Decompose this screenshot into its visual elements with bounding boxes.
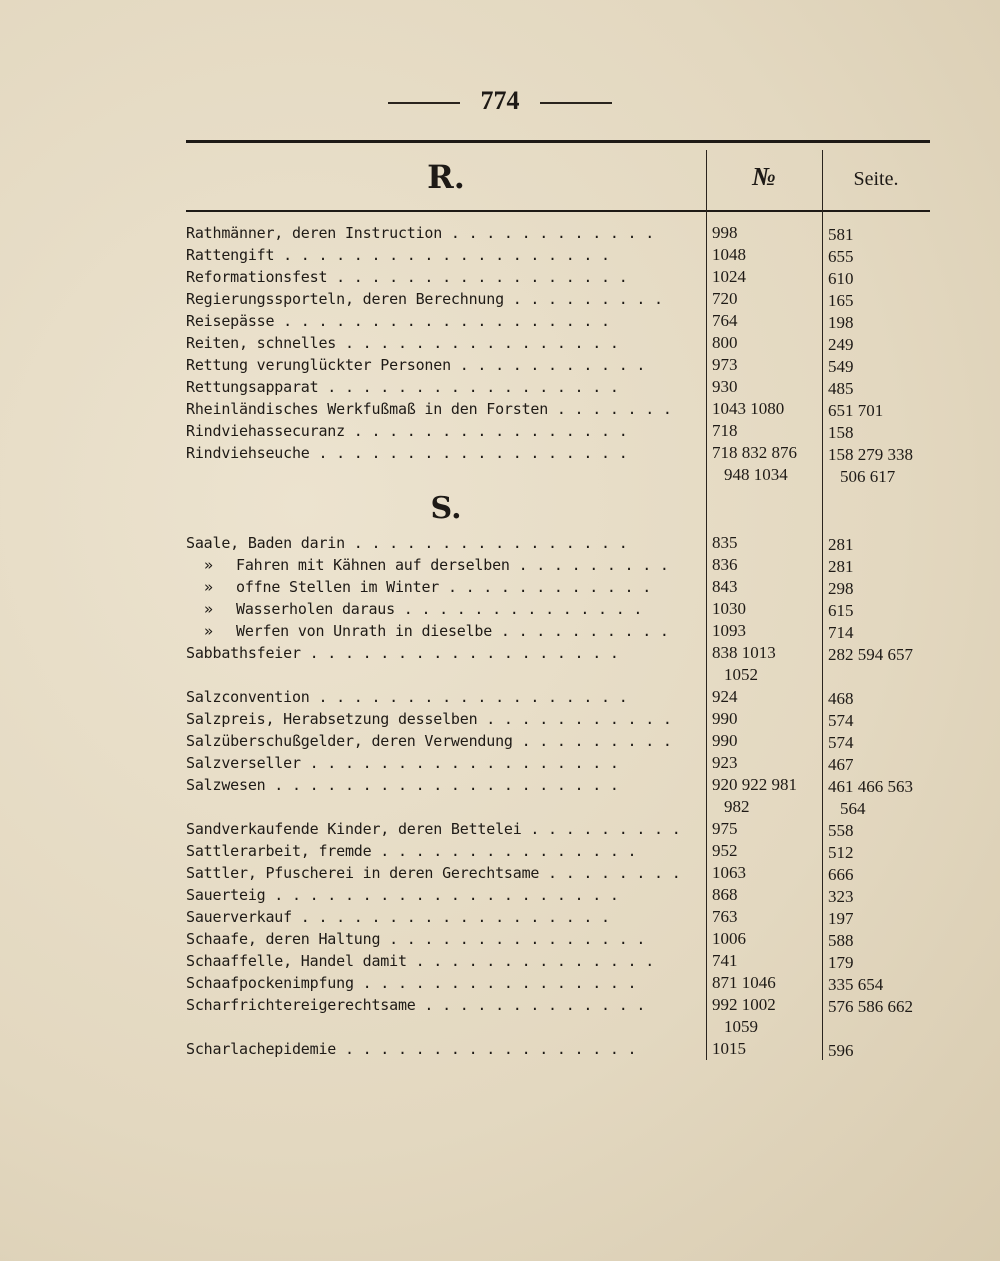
- entry-pages: [828, 290, 946, 312]
- entry-term: [186, 1038, 700, 1060]
- entry-number-line: 1030: [712, 599, 746, 618]
- entry-numbers: [712, 906, 822, 928]
- entry-pages: [828, 378, 946, 400]
- entry-term-text: Salzpreis, Herabsetzung desselben . . . . . . . . . . .: [186, 710, 672, 728]
- entry-term: [186, 620, 700, 642]
- entry-number-line: 998: [712, 223, 738, 242]
- entry-number-line: 923: [712, 753, 738, 772]
- index-entry: [186, 840, 946, 862]
- entry-numbers: [712, 222, 822, 244]
- entry-page-line: 655: [828, 247, 854, 266]
- table-header: [186, 150, 930, 208]
- entry-number-line: 948 1034: [724, 465, 788, 484]
- entry-term-text: Rindviehassecuranz . . . . . . . . . . . . . . . .: [186, 422, 628, 440]
- entry-number-line: 718: [712, 421, 738, 440]
- entry-number-line: 1048: [712, 245, 746, 264]
- index-entry: [186, 266, 946, 288]
- entry-term: [186, 840, 700, 862]
- entry-numbers: [712, 862, 822, 884]
- entry-term: [186, 442, 700, 464]
- entry-term: [186, 818, 700, 840]
- entry-number-line: 764: [712, 311, 738, 330]
- entry-term: [186, 310, 700, 332]
- entry-page-line: 298: [828, 579, 854, 598]
- entry-term-text: Regierungssporteln, deren Berechnung . . . . . . . . .: [186, 290, 663, 308]
- entry-term-text: Werfen von Unrath in dieselbe . . . . . . . . . .: [236, 622, 669, 640]
- entry-numbers: [712, 642, 822, 686]
- entry-term: [186, 266, 700, 288]
- entry-term-text: Sattlerarbeit, fremde . . . . . . . . . . . . . . .: [186, 842, 637, 860]
- entry-term-text: Schaafpockenimpfung . . . . . . . . . . . . . . . .: [186, 974, 637, 992]
- entry-term-text: Rheinländisches Werkfußmaß in den Forsten . . . . . . .: [186, 400, 672, 418]
- entry-number-line: 718 832 876: [712, 443, 797, 462]
- entry-term: [186, 222, 700, 244]
- entry-page-line: 468: [828, 689, 854, 708]
- entry-number-line: 720: [712, 289, 738, 308]
- entry-term: [186, 950, 700, 972]
- entry-numbers: [712, 730, 822, 752]
- entry-term-text: Schaaffelle, Handel damit . . . . . . . . . . . . . .: [186, 952, 655, 970]
- number-column-heading: №: [752, 162, 776, 191]
- entry-term: [186, 972, 700, 994]
- entry-pages: [828, 974, 946, 996]
- entry-term: [186, 730, 700, 752]
- entry-page-line: 564: [840, 799, 866, 818]
- index-entry: [186, 818, 946, 840]
- entry-numbers: [712, 288, 822, 310]
- entry-number-line: 920 922 981: [712, 775, 797, 794]
- entry-page-line: 506 617: [840, 467, 896, 486]
- index-entries: [186, 222, 946, 1060]
- entry-page-line: 179: [828, 953, 854, 972]
- entry-numbers: [712, 442, 822, 486]
- entry-pages: [828, 534, 946, 556]
- entry-page-line: 574: [828, 711, 854, 730]
- entry-page-line: 581: [828, 225, 854, 244]
- index-entry: [186, 928, 946, 950]
- entry-page-line: 249: [828, 335, 854, 354]
- ditto-mark: »: [204, 578, 213, 596]
- entry-term-text: Reisepässe . . . . . . . . . . . . . . . . . . .: [186, 312, 610, 330]
- index-entry: [186, 994, 946, 1038]
- entry-pages: [828, 644, 946, 666]
- entry-page-line: 615: [828, 601, 854, 620]
- entry-term-text: Sauerverkauf . . . . . . . . . . . . . . . . . .: [186, 908, 610, 926]
- entry-term-text: Rindviehseuche . . . . . . . . . . . . . . . . . .: [186, 444, 628, 462]
- entry-number-line: 952: [712, 841, 738, 860]
- entry-number-line: 1024: [712, 267, 746, 286]
- index-entry: [186, 752, 946, 774]
- entry-numbers: [712, 244, 822, 266]
- entry-page-line: 714: [828, 623, 854, 642]
- entry-term: [186, 332, 700, 354]
- index-entry: [186, 332, 946, 354]
- entry-term: [186, 554, 700, 576]
- entry-number-line: 990: [712, 731, 738, 750]
- entry-page-line: 197: [828, 909, 854, 928]
- index-entry: [186, 244, 946, 266]
- entry-pages: [828, 312, 946, 334]
- entry-pages: [828, 356, 946, 378]
- entry-term: [186, 244, 700, 266]
- ditto-mark: »: [204, 556, 213, 574]
- entry-term: [186, 928, 700, 950]
- entry-numbers: [712, 840, 822, 862]
- entry-page-line: 467: [828, 755, 854, 774]
- entry-numbers: [712, 774, 822, 818]
- entry-term-text: Sattler, Pfuscherei in deren Gerechtsame . . . . . . . .: [186, 864, 681, 882]
- entry-number-line: 990: [712, 709, 738, 728]
- entry-term-text: Wasserholen daraus . . . . . . . . . . . . . .: [236, 600, 643, 618]
- entry-term: [186, 686, 700, 708]
- entry-pages: [828, 688, 946, 710]
- entry-term-text: Scharfrichtereigerechtsame . . . . . . . . . . . . .: [186, 996, 646, 1014]
- entry-page-line: 610: [828, 269, 854, 288]
- entry-pages: [828, 422, 946, 444]
- entry-page-line: 323: [828, 887, 854, 906]
- entry-number-line: 843: [712, 577, 738, 596]
- entry-pages: [828, 556, 946, 578]
- entry-number-line: 930: [712, 377, 738, 396]
- entry-number-line: 868: [712, 885, 738, 904]
- entry-pages: [828, 754, 946, 776]
- entry-numbers: [712, 884, 822, 906]
- entry-term-text: Salzconvention . . . . . . . . . . . . . . . . . .: [186, 688, 628, 706]
- top-rule: [186, 140, 930, 143]
- entry-page-line: 588: [828, 931, 854, 950]
- entry-page-line: 651 701: [828, 401, 884, 420]
- entry-page-line: 558: [828, 821, 854, 840]
- entry-term-text: Saale, Baden darin . . . . . . . . . . . . . . . .: [186, 534, 628, 552]
- entry-number-line: 1063: [712, 863, 746, 882]
- entry-numbers: [712, 576, 822, 598]
- entry-page-line: 666: [828, 865, 854, 884]
- entry-term-text: Rettungsapparat . . . . . . . . . . . . . . . . .: [186, 378, 619, 396]
- entry-numbers: [712, 266, 822, 288]
- index-entry: [186, 598, 946, 620]
- entry-numbers: [712, 376, 822, 398]
- entry-term-text: offne Stellen im Winter . . . . . . . . . . . .: [236, 578, 652, 596]
- entry-term: [186, 884, 700, 906]
- entry-number-line: 1052: [724, 665, 758, 684]
- entry-term-text: Salzüberschußgelder, deren Verwendung . . . . . . . . .: [186, 732, 672, 750]
- entry-pages: [828, 268, 946, 290]
- entry-number-line: 741: [712, 951, 738, 970]
- entry-term: [186, 862, 700, 884]
- entry-pages: [828, 710, 946, 732]
- page-number: 774: [480, 86, 520, 115]
- entry-numbers: [712, 1038, 822, 1060]
- entry-page-line: 281: [828, 535, 854, 554]
- entry-numbers: [712, 620, 822, 642]
- index-entry: [186, 222, 946, 244]
- index-entry: [186, 972, 946, 994]
- entry-term: [186, 398, 700, 420]
- index-entry: [186, 442, 946, 486]
- entry-term: [186, 376, 700, 398]
- entry-page-line: 335 654: [828, 975, 884, 994]
- entry-pages: [828, 1040, 946, 1062]
- entry-number-line: 871 1046: [712, 973, 776, 992]
- entry-number-line: 1093: [712, 621, 746, 640]
- entry-numbers: [712, 332, 822, 354]
- entry-pages: [828, 952, 946, 974]
- entry-term: [186, 354, 700, 376]
- entry-page-line: 512: [828, 843, 854, 862]
- entry-page-line: 165: [828, 291, 854, 310]
- entry-pages: [828, 776, 946, 820]
- index-entry: [186, 730, 946, 752]
- entry-term: [186, 420, 700, 442]
- entry-term: [186, 576, 700, 598]
- entry-numbers: [712, 950, 822, 972]
- entry-pages: [828, 400, 946, 422]
- entry-numbers: [712, 598, 822, 620]
- entry-term: [186, 994, 700, 1016]
- entry-term-text: Rathmänner, deren Instruction . . . . . . . . . . . .: [186, 224, 655, 242]
- entry-term: [186, 598, 700, 620]
- entry-numbers: [712, 532, 822, 554]
- entry-number-line: 992 1002: [712, 995, 776, 1014]
- entry-numbers: [712, 686, 822, 708]
- section-letter-s: S.: [430, 491, 462, 526]
- entry-pages: [828, 246, 946, 268]
- entry-term: [186, 532, 700, 554]
- page-column-heading: Seite.: [853, 168, 899, 190]
- entry-pages: [828, 578, 946, 600]
- entry-page-line: 596: [828, 1041, 854, 1060]
- entry-term-text: Salzverseller . . . . . . . . . . . . . . . . . .: [186, 754, 619, 772]
- index-entry: [186, 708, 946, 730]
- entry-term-text: Sauerteig . . . . . . . . . . . . . . . . . . . .: [186, 886, 619, 904]
- index-entry: [186, 642, 946, 686]
- entry-page-line: 576 586 662: [828, 997, 913, 1016]
- entry-pages: [828, 930, 946, 952]
- index-entry: [186, 1038, 946, 1060]
- entry-numbers: [712, 354, 822, 376]
- entry-page-line: 574: [828, 733, 854, 752]
- header-dash-left: [388, 102, 460, 104]
- entry-term-text: Sandverkaufende Kinder, deren Bettelei . . . . . . . . .: [186, 820, 681, 838]
- entry-number-line: 1006: [712, 929, 746, 948]
- entry-term-text: Reiten, schnelles . . . . . . . . . . . . . . . .: [186, 334, 619, 352]
- entry-page-line: 158 279 338: [828, 445, 913, 464]
- entry-term-text: Sabbathsfeier . . . . . . . . . . . . . . . . . .: [186, 644, 619, 662]
- index-entry: [186, 862, 946, 884]
- entry-page-line: 461 466 563: [828, 777, 913, 796]
- index-entry: [186, 288, 946, 310]
- entry-numbers: [712, 554, 822, 576]
- entry-numbers: [712, 994, 822, 1038]
- entry-pages: [828, 732, 946, 754]
- entry-term-text: Rattengift . . . . . . . . . . . . . . . . . . .: [186, 246, 610, 264]
- entry-pages: [828, 622, 946, 644]
- entry-term: [186, 708, 700, 730]
- entry-numbers: [712, 818, 822, 840]
- entry-numbers: [712, 972, 822, 994]
- entry-term-text: Fahren mit Kähnen auf derselben . . . . . . . . .: [236, 556, 669, 574]
- entry-term-text: Scharlachepidemie . . . . . . . . . . . . . . . . .: [186, 1040, 637, 1058]
- index-entry: [186, 686, 946, 708]
- index-entry: [186, 576, 946, 598]
- entry-term: [186, 642, 700, 664]
- entry-term: [186, 288, 700, 310]
- index-entry: [186, 420, 946, 442]
- header-dash-right: [540, 102, 612, 104]
- entry-pages: [828, 908, 946, 930]
- entry-pages: [828, 864, 946, 886]
- entry-pages: [828, 224, 946, 246]
- entry-pages: [828, 996, 946, 1018]
- entry-number-line: 1043 1080: [712, 399, 785, 418]
- entry-pages: [828, 334, 946, 356]
- entry-numbers: [712, 928, 822, 950]
- index-entry: [186, 906, 946, 928]
- entry-pages: [828, 886, 946, 908]
- entry-number-line: 924: [712, 687, 738, 706]
- entry-term: [186, 752, 700, 774]
- index-entry: [186, 884, 946, 906]
- entry-number-line: 1059: [724, 1017, 758, 1036]
- entry-term: [186, 774, 700, 796]
- entry-page-line: 282 594 657: [828, 645, 913, 664]
- index-entry: [186, 554, 946, 576]
- entry-numbers: [712, 398, 822, 420]
- entry-page-line: 198: [828, 313, 854, 332]
- ditto-mark: »: [204, 600, 213, 618]
- entry-term: [186, 906, 700, 928]
- index-entry: [186, 532, 946, 554]
- entry-number-line: 973: [712, 355, 738, 374]
- entry-number-line: 982: [724, 797, 750, 816]
- entry-pages: [828, 444, 946, 488]
- entry-page-line: 485: [828, 379, 854, 398]
- entry-term-text: Reformationsfest . . . . . . . . . . . . . . . . .: [186, 268, 628, 286]
- entry-pages: [828, 842, 946, 864]
- index-entry: [186, 950, 946, 972]
- entry-number-line: 836: [712, 555, 738, 574]
- index-entry: [186, 398, 946, 420]
- header-rule: [186, 210, 930, 212]
- index-entry: [186, 620, 946, 642]
- entry-number-line: 975: [712, 819, 738, 838]
- index-entry: [186, 774, 946, 818]
- entry-term-text: Rettung verunglückter Personen . . . . . . . . . . .: [186, 356, 646, 374]
- entry-number-line: 1015: [712, 1039, 746, 1058]
- entry-number-line: 763: [712, 907, 738, 926]
- entry-page-line: 158: [828, 423, 854, 442]
- entry-pages: [828, 820, 946, 842]
- entry-numbers: [712, 420, 822, 442]
- entry-page-line: 549: [828, 357, 854, 376]
- index-entry: [186, 354, 946, 376]
- entry-number-line: 800: [712, 333, 738, 352]
- entry-number-line: 838 1013: [712, 643, 776, 662]
- entry-numbers: [712, 708, 822, 730]
- section-letter-heading: R.: [427, 158, 465, 196]
- entry-pages: [828, 600, 946, 622]
- entry-term-text: Salzwesen . . . . . . . . . . . . . . . . . . . .: [186, 776, 619, 794]
- ditto-mark: »: [204, 622, 213, 640]
- entry-numbers: [712, 310, 822, 332]
- entry-number-line: 835: [712, 533, 738, 552]
- entry-numbers: [712, 752, 822, 774]
- index-entry: [186, 310, 946, 332]
- entry-page-line: 281: [828, 557, 854, 576]
- index-entry: [186, 376, 946, 398]
- page-header: [0, 86, 1000, 116]
- entry-term-text: Schaafe, deren Haltung . . . . . . . . . . . . . . .: [186, 930, 646, 948]
